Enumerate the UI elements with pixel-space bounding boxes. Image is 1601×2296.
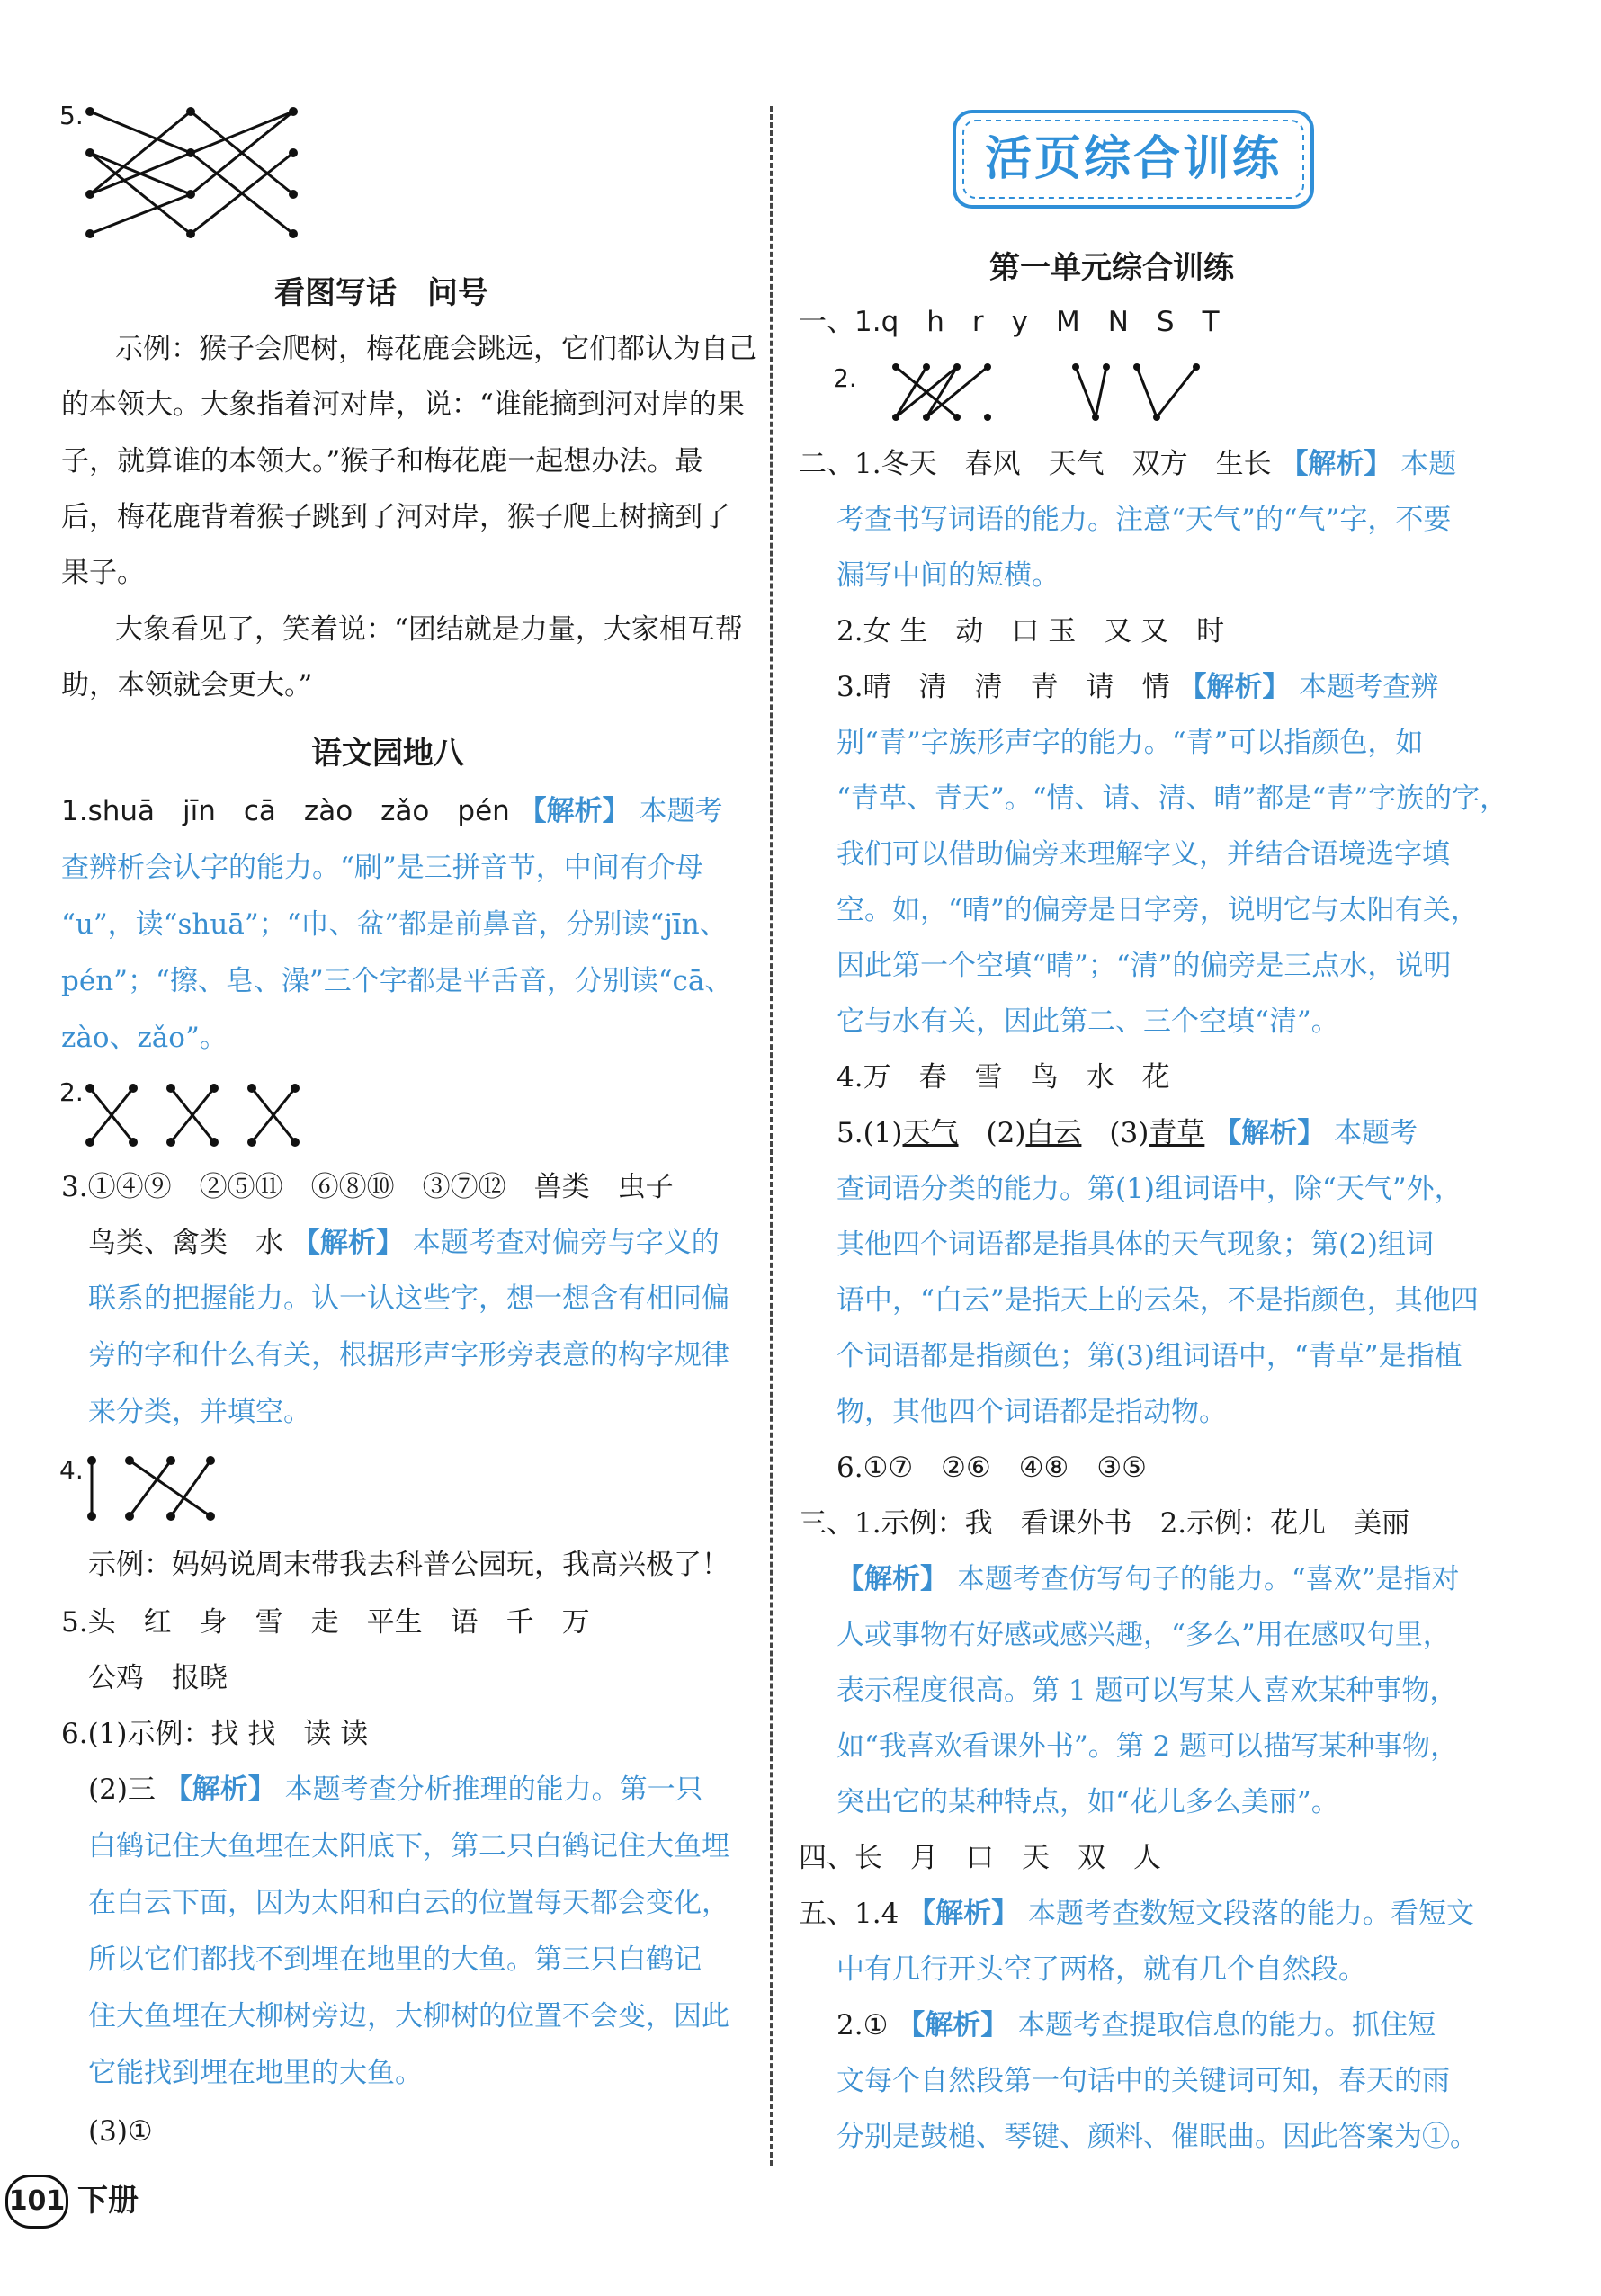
s3-exp-line-4: 突出它的某种特点，如“花儿多么美丽”。 [836,1786,1339,1818]
a1-exp-line-4: zào、zǎo”。 [61,1022,228,1054]
a6-line-2 [88,1772,703,1808]
s5-q2-answer: 2.① [836,2009,889,2041]
banner-title: 活页综合训练 [984,132,1282,186]
s2-q1-answer: 二、1.冬天 春风 天气 双方 生长 [799,448,1272,480]
a6-answer-2: (2)三 [88,1773,156,1806]
a6-exp-line-2: 在白云下面，因为太阳和白云的位置每天都会变化， [88,1887,729,1919]
para1-line-4: 后，梅花鹿背着猴子跳到了河对岸，猴子爬上树摘到了 [61,501,730,533]
s1-q1: 一、1.q h r y M N S T [799,306,1220,338]
a6-exp-line-3: 所以它们都找不到埋在地里的大鱼。第三只白鹤记 [88,1943,702,1976]
s5-q1-line [799,1896,1474,1932]
para2-line-2: 助，本领就会更大。” [61,669,313,701]
s3-exp-line-2: 表示程度很高。第 1 题可以写某人喜欢某种事物， [836,1675,1458,1707]
s5-q2-analysis-tag: 【解析】 [897,2009,1009,2041]
s1-q2-matching-diagram [860,362,1211,421]
s1-q2-label: 2. [833,363,857,393]
para1-line-1: 示例：猴子会爬树，梅花鹿会跳远，它们都认为自己 [115,333,756,365]
s2-q5-answer-3: 青草 [1149,1117,1205,1149]
a6-analysis-tag: 【解析】 [164,1773,276,1806]
s5-q2-exp-line-1: 文每个自然段第一句话中的关键词可知，春天的雨 [836,2065,1450,2097]
s5-q1-exp-line-1: 中有几行开头空了两格，就有几个自然段。 [836,1953,1366,1986]
s2-q5-analysis-tag: 【解析】 [1213,1117,1326,1149]
s2-q5-exp-line-2: 其他四个词语都是指具体的天气现象；第(2)组词 [836,1228,1434,1261]
s2-q5-exp-line-5: 物，其他四个词语都是指动物。 [836,1396,1227,1428]
s2-q1-exp-line-1: 考查书写词语的能力。注意“天气”的“气”字，不要 [836,504,1452,536]
s2-q3-exp-line-2: “青草、青天”。“情、请、清、晴”都是“青”字族的字， [836,782,1508,815]
q5-label: 5. [59,101,84,130]
a2-matching-diagram [86,1085,302,1146]
s3-line-2 [836,1561,1460,1597]
a5-answer-line-2: 公鸡 报晓 [88,1662,228,1694]
s3-analysis-tag: 【解析】 [836,1563,948,1595]
a1-exp-line-3: pén”；“擦、皂、澡”三个字都是平舌音，分别读“cā、 [61,965,733,997]
s2-q5-prefix: 5.(1) [836,1117,903,1149]
q5-matching-diagram [86,108,302,234]
s2-q3-line [836,669,1438,705]
a3-exp-line-2: 旁的字和什么有关，根据形声字形旁表意的构字规律 [88,1339,729,1371]
s2-q5-exp-line-3: 语中，“白云”是指天上的云朵，不是指颜色，其他四 [836,1284,1479,1317]
a6-explanation-start: 本题考查分析推理的能力。第一只 [284,1773,703,1806]
s2-q3-exp-line-1: 别“青”字族形声字的能力。“青”可以指颜色，如 [836,727,1424,759]
a6-answer-1: 6.(1)示例：找 找 读 读 [61,1718,369,1750]
s2-q5-line [836,1115,1418,1151]
s2-q5-answer-1: 天气 [902,1117,959,1149]
s2-q1-explanation-start: 本题 [1400,448,1457,480]
a3-exp-line-3: 来分类，并填空。 [88,1396,311,1428]
s3-exp-line-3: 如“我喜欢看课外书”。第 2 题可以描写某种事物， [836,1730,1459,1763]
s2-q4: 4.万 春 雪 鸟 水 花 [836,1061,1170,1094]
s2-q1-exp-line-2: 漏写中间的短横。 [836,559,1060,592]
s2-q3-explanation-start: 本题考查辨 [1299,671,1439,703]
s3-answer: 三、1.示例：我 看课外书 2.示例：花儿 美丽 [799,1507,1410,1540]
s2-q3-analysis-tag: 【解析】 [1178,671,1291,703]
a4-matching-diagram [86,1457,230,1520]
a1-analysis-tag: 【解析】 [518,795,631,827]
s2-q3-exp-line-3: 我们可以借助偏旁来理解字义，并结合语境选字填 [836,838,1450,871]
s2-q3-exp-line-6: 它与水有关，因此第二、三个空填“清”。 [836,1005,1339,1038]
s2-q6: 6.①⑦ ②⑥ ④⑧ ③⑤ [836,1452,1147,1484]
s2-q1-line [799,446,1456,482]
a3-analysis-tag: 【解析】 [291,1227,404,1259]
a2-label: 2. [59,1077,84,1107]
s2-q5-exp-line-4: 个词语都是指颜色；第(3)组词语中，“青草”是指植 [836,1340,1462,1372]
a6-answer-3: (3)① [88,2115,153,2148]
s5-q1-answer: 五、1.4 [799,1898,899,1930]
a1-answer: 1.shuā jīn cā zào zǎo pén [61,795,510,827]
a6-exp-line-5: 它能找到埋在地里的大鱼。 [88,2057,423,2089]
a3-explanation-start: 本题考查对偏旁与字义的 [412,1227,720,1259]
s2-q3-answer: 3.晴 清 清 青 请 情 [836,671,1170,703]
s2-q5-exp-line-1: 查词语分类的能力。第(1)组词语中，除“天气”外， [836,1173,1462,1205]
page-number-badge: 101 [5,2175,68,2229]
s5-q1-analysis-tag: 【解析】 [908,1898,1020,1930]
column-divider [770,106,773,2166]
para1-line-5: 果子。 [61,557,145,589]
s5-q2-line [836,2007,1436,2043]
s5-q2-exp-line-2: 分别是鼓槌、琴键、颜料、催眠曲。因此答案为①。 [836,2121,1478,2153]
s3-explanation-start: 本题考查仿写句子的能力。“喜欢”是指对 [956,1563,1460,1595]
a3-answer-line-2: 鸟类、禽类 水 [88,1227,283,1259]
s5-q2-explanation-start: 本题考查提取信息的能力。抓住短 [1017,2009,1436,2041]
s5-q1-explanation-start: 本题考查数短文段落的能力。看短文 [1028,1898,1475,1930]
a3-line-2 [88,1225,720,1261]
a4-example: 示例：妈妈说周末带我去科普公园玩，我高兴极了！ [88,1549,729,1581]
heading-unit-one: 第一单元综合训练 [989,250,1234,286]
s2-q5-mid-1: (2) [958,1117,1026,1149]
a1-explanation-start: 本题考 [639,795,723,827]
a1-exp-line-2: “u”，读“shuā”；“巾、盆”都是前鼻音，分别读“jīn、 [61,908,728,941]
a6-exp-line-1: 白鹤记住大鱼埋在太阳底下，第二只白鹤记住大鱼埋 [88,1830,729,1863]
heading-picture-writing: 看图写话 问号 [274,275,488,311]
s2-q5-answer-2: 白云 [1025,1117,1082,1149]
s2-q5-explanation-start: 本题考 [1334,1117,1418,1149]
s2-q3-exp-line-5: 因此第一个空填“晴”；“清”的偏旁是三点水，说明 [836,950,1452,982]
a6-exp-line-4: 住大鱼埋在大柳树旁边，大柳树的位置不会变，因此 [88,2000,729,2032]
a3-exp-line-1: 联系的把握能力。认一认这些字，想一想含有相同偏 [88,1282,729,1315]
s2-q5-mid-2: (3) [1081,1117,1149,1149]
s2-q1-analysis-tag: 【解析】 [1280,448,1392,480]
s2-q3-exp-line-4: 空。如，“晴”的偏旁是日字旁，说明它与太阳有关， [836,894,1479,926]
para2-line-1: 大象看见了，笑着说：“团结就是力量，大家相互帮 [115,613,743,646]
s3-exp-line-1: 人或事物有好感或感兴趣，“多么”用在感叹句里， [836,1619,1451,1651]
para1-line-3: 子，就算谁的本领大。”猴子和梅花鹿一起想办法。最 [61,445,703,478]
section-banner [949,106,1318,212]
volume-label: 下册 [77,2183,139,2219]
heading-language-garden: 语文园地八 [311,736,464,772]
s2-q2: 2.女 生 动 口 玉 又 又 时 [836,615,1225,648]
a1-exp-line-1: 查辨析会认字的能力。“刷”是三拼音节，中间有介母 [61,852,703,884]
para1-line-2: 的本领大。大象指着河对岸，说：“谁能摘到河对岸的果 [61,389,745,421]
a3-answer-line-1: 3.①④⑨ ②⑤⑪ ⑥⑧⑩ ③⑦⑫ 兽类 虫子 [61,1171,674,1203]
s4-answer: 四、长 月 口 天 双 人 [799,1842,1161,1874]
a4-label: 4. [59,1455,84,1485]
a5-answer-line-1: 5.头 红 身 雪 走 平生 语 千 万 [61,1606,590,1639]
a1-line-1 [61,793,723,829]
